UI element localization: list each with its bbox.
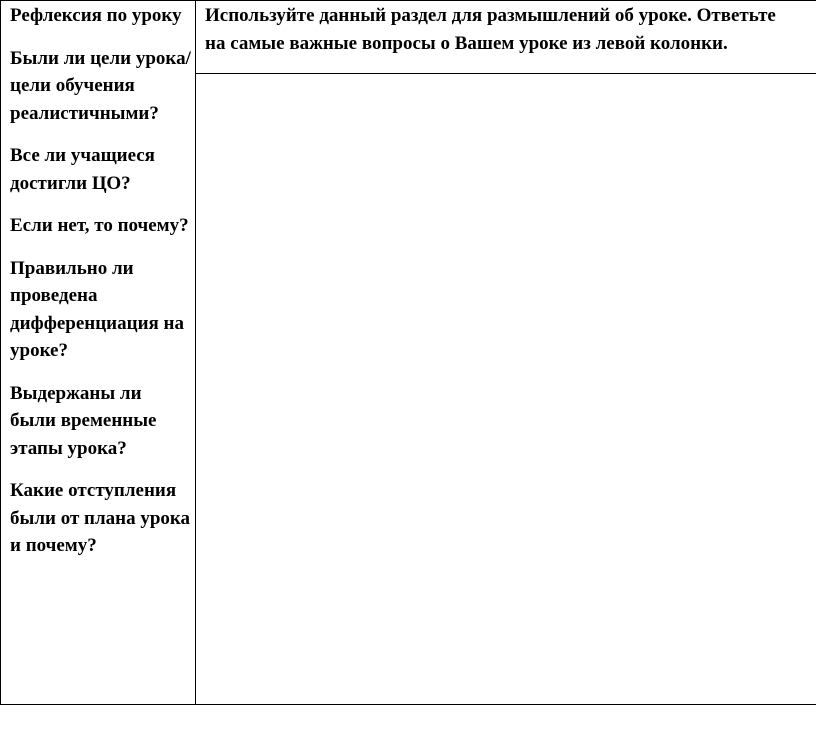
question-goals-realistic: Были ли цели урока/цели обучения реалистичными?	[10, 47, 191, 124]
table-left-border	[0, 0, 1, 705]
question-differentiation: Правильно ли проведена дифференциация на уроке?	[10, 257, 184, 361]
table-top-border	[0, 0, 816, 1]
question-time-stages: Выдержаны ли были временные этапы урока?	[10, 382, 157, 459]
question-students-achieved: Все ли учащиеся достигли ЦО?	[10, 145, 155, 194]
instructions-line-1: Используйте данный раздел для размышлений об уроке. Ответьте	[205, 5, 776, 26]
instructions-header-cell	[205, 2, 816, 57]
reflection-answer-area[interactable]	[196, 74, 816, 704]
question-deviations: Какие отступления были от плана урока и почему?	[10, 480, 191, 556]
question-if-not-why: Если нет, то почему?	[10, 215, 189, 236]
reflection-questions-cell	[10, 2, 192, 575]
reflection-title: Рефлексия по уроку	[10, 5, 182, 26]
instructions-line-2: на самые важные вопросы о Вашем уроке из левой колонки.	[205, 32, 728, 54]
table-bottom-border	[0, 704, 816, 705]
